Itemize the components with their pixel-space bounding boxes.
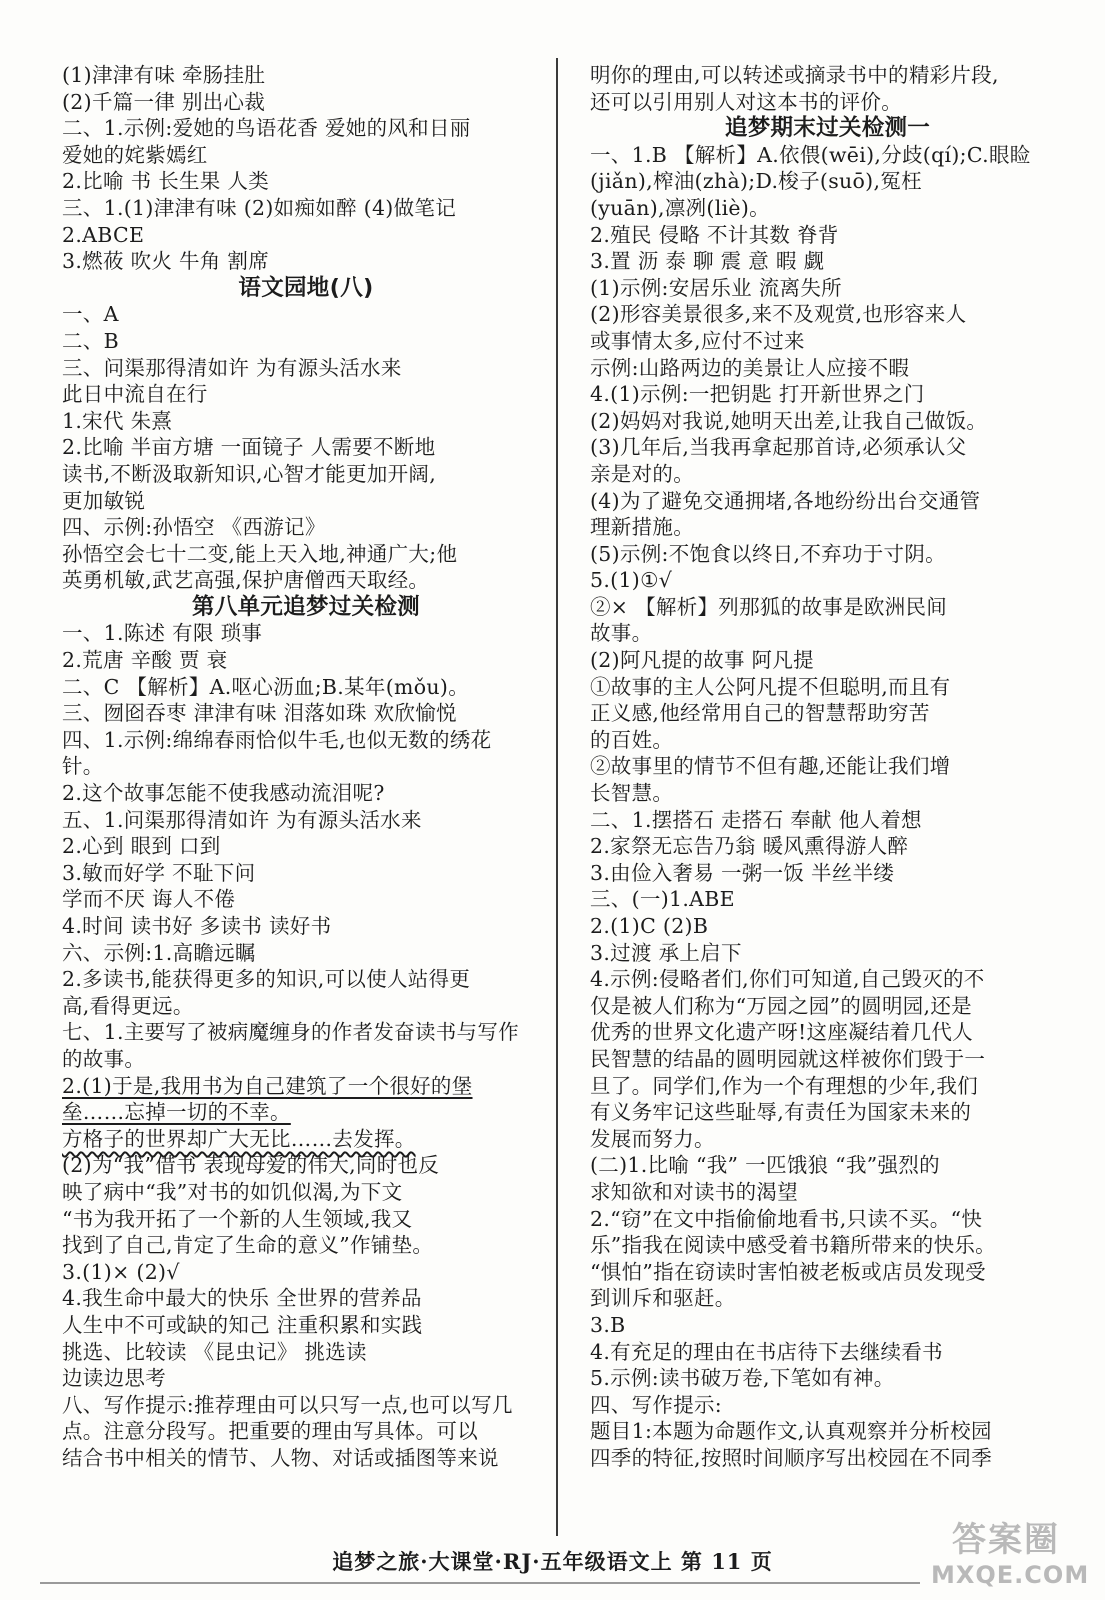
answer-line: 理新措施。 (590, 515, 694, 540)
answer-line: 八、写作提示:推荐理由可以只写一点,也可以写几 (62, 1392, 513, 1417)
answer-line: 1.宋代 朱熹 (62, 408, 173, 433)
answer-line: 3.过渡 承上启下 (590, 940, 742, 965)
answer-line: 2.心到 眼到 口到 (62, 834, 221, 859)
answer-line: 2.荒唐 辛酸 贾 衰 (62, 648, 228, 673)
answer-line: 题目1:本题为命题作文,认真观察并分析校园 (590, 1419, 992, 1444)
watermark-url: MXQE.COM (931, 1561, 1090, 1589)
answer-line: 5.示例:读书破万卷,下笔如有神。 (590, 1366, 895, 1391)
answer-line: (2)妈妈对我说,她明天出差,让我自己做饭。 (590, 408, 988, 433)
answer-line: 2.殖民 侵略 不计其数 脊背 (590, 222, 839, 247)
answer-line: 四、1.示例:绵绵春雨恰似牛毛,也似无数的绣花 (62, 727, 492, 752)
answer-line: 学而不厌 诲人不倦 (62, 887, 236, 912)
answer-line: 高,看得更远。 (62, 993, 194, 1018)
answer-line: 四季的特征,按照时间顺序写出校园在不同季 (590, 1445, 993, 1470)
answer-line: 的百姓。 (590, 727, 674, 752)
answer-line: (2)千篇一律 别出心裁 (62, 89, 266, 114)
answer-line: 2.这个故事怎能不使我感动流泪呢? (62, 781, 385, 806)
answer-line: 三、问渠那得清如许 为有源头活水来 (62, 355, 402, 380)
answer-line: 三、(一)1.ABE (590, 887, 735, 912)
answer-line: 4.时间 读书好 多读书 读好书 (62, 914, 332, 938)
answer-line: 明你的理由,可以转述或摘录书中的精彩片段, (590, 63, 999, 87)
answer-line: 亲是对的。 (590, 461, 694, 486)
answer-line: 二、1.摆搭石 走搭石 奉献 他人着想 (590, 807, 922, 832)
answer-line: 五、1.问渠那得清如许 为有源头活水来 (62, 807, 422, 832)
answer-line: 2.“窃”在文中指偷偷地看书,只读不买。“快 (590, 1206, 983, 1231)
watermark-seal: 答案圈 (952, 1520, 1060, 1560)
answer-line: 此日中流自在行 (62, 382, 208, 407)
answer-line: 2.(1)C (2)B (590, 914, 709, 938)
answer-line: 3.燃莜 吹火 牛角 割席 (62, 249, 270, 274)
answer-line: 仅是被人们称为“万园之园”的圆明园,还是 (590, 993, 972, 1018)
answer-line: 发展而努力。 (590, 1126, 715, 1151)
answer-line: 4.(1)示例:一把钥匙 打开新世界之门 (590, 382, 925, 407)
answer-line: 还可以引用别人对这本书的评价。 (590, 89, 902, 114)
answer-line: 2.家祭无忘告乃翁 暖风熏得游人醉 (590, 834, 909, 859)
answer-line: 2.多读书,能获得更多的知识,可以使人站得更 (62, 967, 471, 992)
answer-line: ②故事里的情节不但有趣,还能让我们增 (590, 754, 951, 779)
answer-line: ②× 【解析】列那狐的故事是欧洲民间 (590, 594, 948, 619)
answer-line: 六、示例:1.高瞻远瞩 (62, 940, 256, 965)
column-divider (556, 58, 558, 1536)
answer-line: 正义感,他经常用自己的智慧帮助穷苦 (590, 701, 930, 726)
answer-line: (2)形容美景很多,来不及观赏,也形容来人 (590, 302, 967, 327)
answer-line: “惧怕”指在窃读时害怕被老板或店员发现受 (590, 1259, 986, 1284)
answer-line: (5)示例:不饱食以终日,不弃功于寸阴。 (590, 541, 946, 566)
answer-line: 3.B (590, 1312, 626, 1337)
left-column (62, 62, 550, 1471)
answer-line: 4.我生命中最大的快乐 全世界的营养品 (62, 1286, 422, 1311)
answer-line: “书为我开拓了一个新的人生领域,我又 (62, 1206, 413, 1231)
answer-line: 求知欲和对读书的渴望 (590, 1179, 798, 1204)
answer-line: 2.比喻 半亩方塘 一面镜子 人需要不断地 (62, 435, 436, 460)
answer-line: 人生中不可或缺的知己 注重积累和实践 (62, 1312, 423, 1337)
answer-line: 挑选、比较读 《昆虫记》 挑选读 (62, 1339, 367, 1364)
answer-line: 长智慧。 (590, 781, 674, 806)
section-heading: 语文园地(八) (238, 274, 374, 301)
answer-line: 故事。 (590, 621, 653, 646)
answer-line: 到训斥和驱赶。 (590, 1286, 736, 1311)
answer-line: 针。 (62, 754, 104, 779)
watermark-logo (931, 1520, 1090, 1594)
answer-line: 读书,不断汲取新知识,心智才能更加开阔, (62, 461, 437, 486)
answer-line: 优秀的世界文化遗产呀!这座凝结着几代人 (590, 1020, 973, 1045)
answer-line: (4)为了避免交通拥堵,各地纷纷出台交通管 (590, 488, 981, 513)
answer-line: 2.比喻 书 长生果 人类 (62, 169, 270, 194)
answer-line: 二、1.示例:爱她的鸟语花香 爱她的风和日丽 (62, 116, 471, 141)
section-heading: 第八单元追梦过关检测 (191, 593, 420, 620)
answer-line: 三、1.(1)津津有味 (2)如痴如醉 (4)做笔记 (62, 195, 457, 220)
answer-line: 四、示例:孙悟空 《西游记》 (62, 515, 326, 540)
underlined-text: 2.(1)于是,我用书为自己建筑了一个很好的堡 (62, 1073, 473, 1098)
answer-line (62, 1099, 550, 1126)
answer-line: 二、C 【解析】A.呕心沥血;B.某年(mǒu)。 (62, 674, 469, 699)
underlined-text: 垒……忘掉一切的不幸。 (62, 1100, 291, 1125)
answer-line: ①故事的主人公阿凡提不但聪明,而且有 (590, 674, 951, 699)
answer-line: 找到了自己,肯定了生命的意义”作铺垫。 (62, 1233, 434, 1258)
answer-line: (1)示例:安居乐业 流离失所 (590, 275, 842, 300)
answer-line: 七、1.主要写了被病魔缠身的作者发奋读书与写作 (62, 1020, 519, 1045)
answer-line: 映了病中“我”对书的如饥似渴,为下文 (62, 1179, 403, 1204)
answer-line: (yuān),凛冽(liè)。 (590, 195, 770, 220)
answer-line: 5.(1)①√ (590, 568, 673, 593)
footer-rule (40, 1582, 920, 1584)
answer-line: 3.(1)× (2)√ (62, 1259, 180, 1284)
section-heading: 追梦期末过关检测一 (724, 115, 931, 142)
answer-line: (1)津津有味 牵肠挂肚 (62, 63, 266, 87)
answer-line: (jiǎn),榨油(zhà);D.梭子(suō),冤枉 (590, 169, 922, 194)
answer-line: 有义务牢记这些耻辱,有责任为国家未来的 (590, 1100, 972, 1125)
answer-line: 孙悟空会七十二变,能上天入地,神通广大;他 (62, 541, 458, 566)
answer-line: 4.有充足的理由在书店待下去继续看书 (590, 1339, 943, 1364)
answer-line: 3.敏而好学 不耻下问 (62, 860, 256, 885)
answer-line (62, 1073, 550, 1100)
answer-line: 边读边思考 (62, 1366, 166, 1391)
answer-line: 民智慧的结晶的圆明园就这样被你们毁于一 (590, 1046, 986, 1071)
answer-line: 示例:山路两边的美景让人应接不暇 (590, 355, 910, 380)
answer-line: 4.示例:侵略者们,你们可知道,自己毁灭的不 (590, 967, 985, 992)
answer-line: 三、囫囵吞枣 津津有味 泪落如珠 欢欣愉悦 (62, 701, 457, 726)
answer-line: 爱她的姹紫嫣红 (62, 142, 208, 167)
page-footer: 追梦之旅·大课堂·RJ·五年级语文上 第 11 页 (332, 1549, 773, 1574)
answer-line: (2)为“我”借书 表现母爱的伟大,同时也反 (62, 1153, 440, 1178)
answer-line: 二、B (62, 328, 119, 353)
answer-line: 的故事。 (62, 1046, 146, 1071)
answer-line: (二)1.比喻 “我” 一匹饿狼 “我”强烈的 (590, 1153, 940, 1178)
right-column (590, 62, 1065, 1471)
answer-line: 或事情太多,应付不过来 (590, 328, 805, 353)
answer-line: 一、1.B 【解析】A.依偎(wēi),分歧(qí);C.眼睑 (590, 142, 1031, 167)
answer-line: 一、1.陈述 有限 琐事 (62, 621, 263, 646)
answer-line: 3.置 沥 泰 聊 震 意 暇 觑 (590, 249, 825, 274)
answer-line: 英勇机敏,武艺高强,保护唐僧西天取经。 (62, 568, 430, 593)
answer-line: 一、A (62, 302, 119, 327)
answer-line: 2.ABCE (62, 222, 145, 247)
answer-line: (2)阿凡提的故事 阿凡提 (590, 648, 814, 673)
answer-line: 结合书中相关的情节、人物、对话或插图等来说 (62, 1445, 499, 1470)
answer-line: 四、写作提示: (590, 1392, 723, 1417)
answer-line: 点。注意分段写。把重要的理由写具体。可以 (62, 1419, 478, 1444)
answer-line: 乐”指我在阅读中感受着书籍所带来的快乐。 (590, 1233, 996, 1258)
wavy-underlined-text: 方格子的世界却广大无比……去发挥。 (62, 1126, 416, 1151)
answer-line: (3)几年后,当我再拿起那首诗,必须承认父 (590, 435, 967, 460)
answer-line (62, 1126, 550, 1153)
answer-line: 更加敏锐 (62, 488, 146, 513)
answer-line: 3.由俭入奢易 一粥一饭 半丝半缕 (590, 860, 895, 885)
answer-line: 旦了。同学们,作为一个有理想的少年,我们 (590, 1073, 979, 1098)
